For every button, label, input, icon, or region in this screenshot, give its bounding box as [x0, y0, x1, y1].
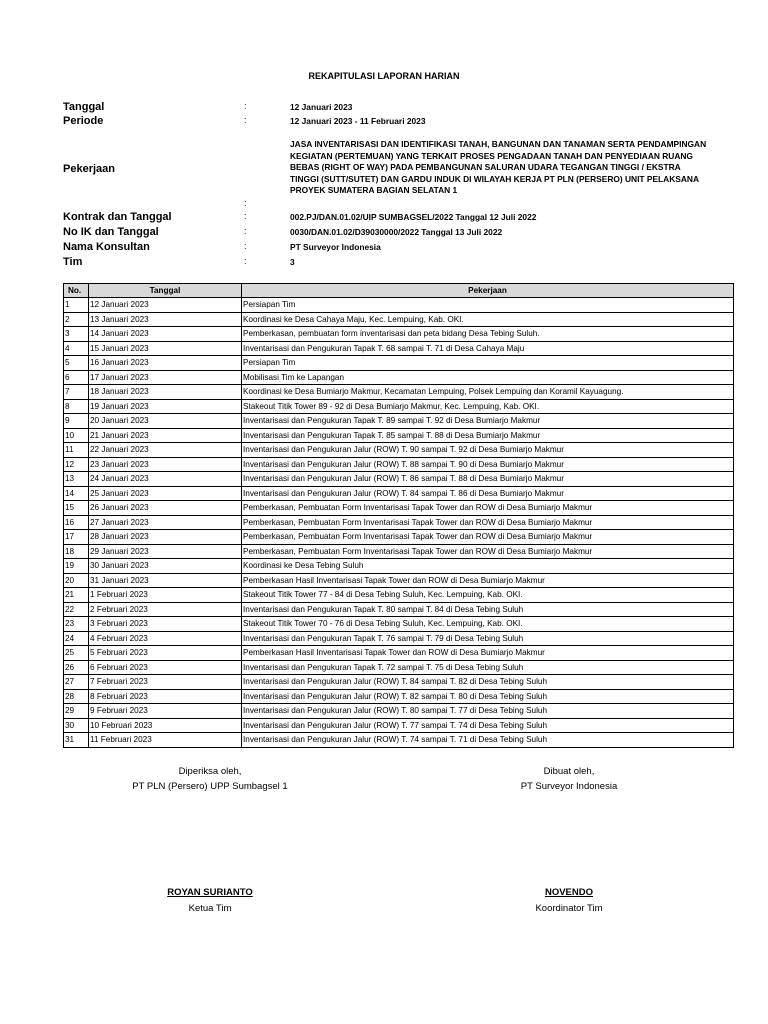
info-pekerjaan-colon-row: [63, 198, 743, 212]
row-date: 18 Januari 2023: [89, 385, 242, 400]
info-colon: :: [244, 101, 247, 111]
row-date: 28 Januari 2023: [89, 530, 242, 545]
row-date: 29 Januari 2023: [89, 544, 242, 559]
row-number: 28: [64, 689, 89, 704]
row-activity: Persiapan Tim: [242, 298, 734, 313]
row-number: 3: [64, 327, 89, 342]
row-number: 5: [64, 356, 89, 371]
row-number: 23: [64, 617, 89, 632]
row-number: 8: [64, 399, 89, 414]
row-date: 20 Januari 2023: [89, 414, 242, 429]
info-value: 3: [290, 257, 295, 267]
table-row: [64, 486, 734, 501]
table-row: [64, 602, 734, 617]
row-date: 15 Januari 2023: [89, 341, 242, 356]
table-row: [64, 457, 734, 472]
signature-left-caption: Diperiksa oleh,: [178, 766, 242, 777]
row-activity: Inventarisasi dan Pengukuran Tapak T. 85 sampai T. 88 di Desa Bumiarjo Makmur: [242, 428, 734, 443]
row-activity: Stakeout Titik Tower 70 - 76 di Desa Tebing Suluh, Kec. Lempuing, Kab. OKI.: [242, 617, 734, 632]
row-number: 4: [64, 341, 89, 356]
row-date: 9 Februari 2023: [89, 704, 242, 719]
info-colon: :: [244, 241, 247, 251]
info-colon: :: [244, 211, 247, 221]
row-activity: Inventarisasi dan Pengukuran Jalur (ROW) T. 88 sampai T. 90 di Desa Bumiarjo Makmur: [242, 457, 734, 472]
row-number: 21: [64, 588, 89, 603]
row-date: 25 Januari 2023: [89, 486, 242, 501]
signature-right-org: PT Surveyor Indonesia: [520, 781, 618, 792]
row-number: 27: [64, 675, 89, 690]
info-value: 002.PJ/DAN.01.02/UIP SUMBAGSEL/2022 Tanggal 12 Juli 2022: [290, 212, 537, 222]
row-date: 16 Januari 2023: [89, 356, 242, 371]
table-row: [64, 472, 734, 487]
table-row: [64, 689, 734, 704]
row-activity: Inventarisasi dan Pengukuran Tapak T. 68 sampai T. 71 di Desa Cahaya Maju: [242, 341, 734, 356]
row-number: 13: [64, 472, 89, 487]
table-row: [64, 312, 734, 327]
info-label: Kontrak dan Tanggal: [63, 211, 172, 223]
row-number: 17: [64, 530, 89, 545]
signature-right-name: NOVENDO: [544, 887, 594, 898]
row-activity: Koordinasi ke Desa Tebing Suluh: [242, 559, 734, 574]
info-value: 0030/DAN.01.02/D39030000/2022 Tanggal 13 Juli 2022: [290, 227, 503, 237]
info-label: Pekerjaan: [63, 163, 115, 175]
row-number: 1: [64, 298, 89, 313]
table-row: [64, 341, 734, 356]
row-number: 9: [64, 414, 89, 429]
row-number: 19: [64, 559, 89, 574]
row-number: 16: [64, 515, 89, 530]
row-activity: Persiapan Tim: [242, 356, 734, 371]
row-date: 19 Januari 2023: [89, 399, 242, 414]
row-activity: Inventarisasi dan Pengukuran Jalur (ROW) T. 86 sampai T. 88 di Desa Bumiarjo Makmur: [242, 472, 734, 487]
info-label: Tanggal: [63, 101, 105, 113]
row-activity: Inventarisasi dan Pengukuran Jalur (ROW) T. 84 sampai T. 82 di Desa Tebing Suluh: [242, 675, 734, 690]
row-date: 8 Februari 2023: [89, 689, 242, 704]
row-activity: Pemberkasan, Pembuatan Form Inventarisasi Tapak Tower dan ROW di Desa Bumiarjo Makmur: [242, 515, 734, 530]
row-number: 18: [64, 544, 89, 559]
info-label: Periode: [63, 115, 104, 127]
row-activity: Inventarisasi dan Pengukuran Tapak T. 80 sampai T. 84 di Desa Tebing Suluh: [242, 602, 734, 617]
document-title: REKAPITULASI LAPORAN HARIAN: [308, 71, 460, 81]
row-date: 11 Februari 2023: [89, 733, 242, 748]
table-row: [64, 530, 734, 545]
row-number: 15: [64, 501, 89, 516]
row-activity: Stakeout Titik Tower 89 - 92 di Desa Bumiarjo Makmur, Kec. Lempuing, Kab. OKI.: [242, 399, 734, 414]
row-number: 22: [64, 602, 89, 617]
row-activity: Pemberkasan, pembuatan form inventarisasi dan peta bidang Desa Tebing Suluh.: [242, 327, 734, 342]
table-row: [64, 356, 734, 371]
signature-left-name: ROYAN SURIANTO: [167, 887, 253, 898]
table-body: [64, 298, 734, 748]
row-activity: Inventarisasi dan Pengukuran Tapak T. 76 sampai T. 79 di Desa Tebing Suluh: [242, 631, 734, 646]
row-date: 13 Januari 2023: [89, 312, 242, 327]
table-row: [64, 443, 734, 458]
row-number: 26: [64, 660, 89, 675]
table-row: [64, 646, 734, 661]
row-activity: Koordinasi ke Desa Bumiarjo Makmur, Kecamatan Lempuing, Polsek Lempuing dan Koramil Kayuagung.: [242, 385, 734, 400]
table-row: [64, 327, 734, 342]
table-row: [64, 501, 734, 516]
info-colon: :: [244, 115, 247, 125]
row-date: 22 Januari 2023: [89, 443, 242, 458]
table-row: [64, 399, 734, 414]
table-row: [64, 660, 734, 675]
table-row: [64, 414, 734, 429]
row-activity: Pemberkasan Hasil Inventarisasi Tapak Tower dan ROW di Desa Bumiarjo Makmur: [242, 573, 734, 588]
info-tanggal: [63, 101, 743, 115]
row-activity: Inventarisasi dan Pengukuran Jalur (ROW) T. 80 sampai T. 77 di Desa Tebing Suluh: [242, 704, 734, 719]
info-value: PT Surveyor Indonesia: [290, 242, 381, 252]
table-row: [64, 559, 734, 574]
table-row: [64, 544, 734, 559]
row-date: 31 Januari 2023: [89, 573, 242, 588]
table-row: [64, 428, 734, 443]
column-header-tanggal: Tanggal: [89, 284, 242, 298]
signature-right-role: Koordinator Tim: [535, 903, 603, 914]
row-activity: Mobilisasi Tim ke Lapangan: [242, 370, 734, 385]
row-date: 6 Februari 2023: [89, 660, 242, 675]
info-tim: [63, 256, 743, 270]
info-kontrak: [63, 211, 743, 225]
row-date: 1 Februari 2023: [89, 588, 242, 603]
column-header-no: No.: [64, 284, 89, 298]
row-date: 30 Januari 2023: [89, 559, 242, 574]
row-date: 4 Februari 2023: [89, 631, 242, 646]
table-header-row: [64, 284, 734, 298]
info-value: 12 Januari 2023: [290, 102, 353, 112]
table-row: [64, 704, 734, 719]
row-activity: Inventarisasi dan Pengukuran Jalur (ROW) T. 74 sampai T. 71 di Desa Tebing Suluh: [242, 733, 734, 748]
table-row: [64, 617, 734, 632]
table-row: [64, 718, 734, 733]
row-date: 3 Februari 2023: [89, 617, 242, 632]
signature-left-role: Ketua Tim: [188, 903, 232, 914]
row-date: 24 Januari 2023: [89, 472, 242, 487]
row-activity: Pemberkasan, Pembuatan Form Inventarisasi Tapak Tower dan ROW di Desa Bumiarjo Makmur: [242, 530, 734, 545]
row-activity: Stakeout Titik Tower 77 - 84 di Desa Tebing Suluh, Kec. Lempuing, Kab. OKI.: [242, 588, 734, 603]
row-number: 11: [64, 443, 89, 458]
row-date: 23 Januari 2023: [89, 457, 242, 472]
row-activity: Inventarisasi dan Pengukuran Jalur (ROW) T. 90 sampai T. 92 di Desa Bumiarjo Makmur: [242, 443, 734, 458]
row-number: 30: [64, 718, 89, 733]
info-periode: [63, 115, 743, 129]
table-row: [64, 515, 734, 530]
info-colon: :: [244, 198, 247, 208]
row-date: 5 Februari 2023: [89, 646, 242, 661]
row-number: 12: [64, 457, 89, 472]
row-date: 26 Januari 2023: [89, 501, 242, 516]
table-row: [64, 588, 734, 603]
info-label: No IK dan Tanggal: [63, 226, 159, 238]
row-activity: Inventarisasi dan Pengukuran Tapak T. 72 sampai T. 75 di Desa Tebing Suluh: [242, 660, 734, 675]
info-noik: [63, 226, 743, 240]
table-row: [64, 573, 734, 588]
row-number: 24: [64, 631, 89, 646]
row-date: 10 Februari 2023: [89, 718, 242, 733]
row-activity: Inventarisasi dan Pengukuran Jalur (ROW) T. 82 sampai T. 80 di Desa Tebing Suluh: [242, 689, 734, 704]
signature-left-org: PT PLN (Persero) UPP Sumbagsel 1: [132, 781, 288, 792]
row-number: 10: [64, 428, 89, 443]
table-row: [64, 370, 734, 385]
table-row: [64, 631, 734, 646]
row-date: 21 Januari 2023: [89, 428, 242, 443]
row-activity: Koordinasi ke Desa Cahaya Maju, Kec. Lempuing, Kab. OKI.: [242, 312, 734, 327]
column-header-pekerjaan: Pekerjaan: [242, 284, 734, 298]
row-number: 31: [64, 733, 89, 748]
row-date: 17 Januari 2023: [89, 370, 242, 385]
row-date: 12 Januari 2023: [89, 298, 242, 313]
row-activity: Pemberkasan Hasil Inventarisasi Tapak Tower dan ROW di Desa Bumiarjo Makmur: [242, 646, 734, 661]
row-date: 14 Januari 2023: [89, 327, 242, 342]
row-activity: Pemberkasan, Pembuatan Form Inventarisasi Tapak Tower dan ROW di Desa Bumiarjo Makmur: [242, 501, 734, 516]
row-activity: Inventarisasi dan Pengukuran Jalur (ROW) T. 77 sampai T. 74 di Desa Tebing Suluh: [242, 718, 734, 733]
row-number: 29: [64, 704, 89, 719]
row-number: 20: [64, 573, 89, 588]
table-row: [64, 385, 734, 400]
row-date: 7 Februari 2023: [89, 675, 242, 690]
info-label: Nama Konsultan: [63, 241, 150, 253]
row-activity: Inventarisasi dan Pengukuran Jalur (ROW) T. 84 sampai T. 86 di Desa Bumiarjo Makmur: [242, 486, 734, 501]
info-label: Tim: [63, 256, 83, 268]
table-row: [64, 733, 734, 748]
pekerjaan-description: JASA INVENTARISASI DAN IDENTIFIKASI TANAH, BANGUNAN DAN TANAMAN SERTA PENDAMPINGAN KEGIATAN (PERTEMUAN) YANG TERKAIT PROSES PENGADAAN TANAH DAN PENYEDIAAN RUANG BEBAS (RIGHT OF WAY) PADA PEMBANGUNAN SALURAN UDARA TEGANGAN TINGGI / EKSTRA TINGGI (SUTT/SUTET) DAN GARDU INDUK DI WILAYAH KERJA PT PLN (PERSERO) UNIT PELAKSANA PROYEK SUMATERA BAGIAN SELATAN 1: [290, 139, 707, 196]
info-konsultan: [63, 241, 743, 255]
row-date: 27 Januari 2023: [89, 515, 242, 530]
daily-report-table: [63, 283, 734, 748]
row-number: 6: [64, 370, 89, 385]
signature-right-caption: Dibuat oleh,: [543, 766, 595, 777]
row-date: 2 Februari 2023: [89, 602, 242, 617]
row-number: 7: [64, 385, 89, 400]
info-colon: :: [244, 226, 247, 236]
table-row: [64, 675, 734, 690]
info-value: 12 Januari 2023 - 11 Februari 2023: [290, 116, 426, 126]
info-colon: :: [244, 256, 247, 266]
row-activity: Inventarisasi dan Pengukuran Tapak T. 89 sampai T. 92 di Desa Bumiarjo Makmur: [242, 414, 734, 429]
table-row: [64, 298, 734, 313]
row-number: 14: [64, 486, 89, 501]
row-number: 2: [64, 312, 89, 327]
row-number: 25: [64, 646, 89, 661]
row-activity: Pemberkasan, Pembuatan Form Inventarisasi Tapak Tower dan ROW di Desa Bumiarjo Makmur: [242, 544, 734, 559]
